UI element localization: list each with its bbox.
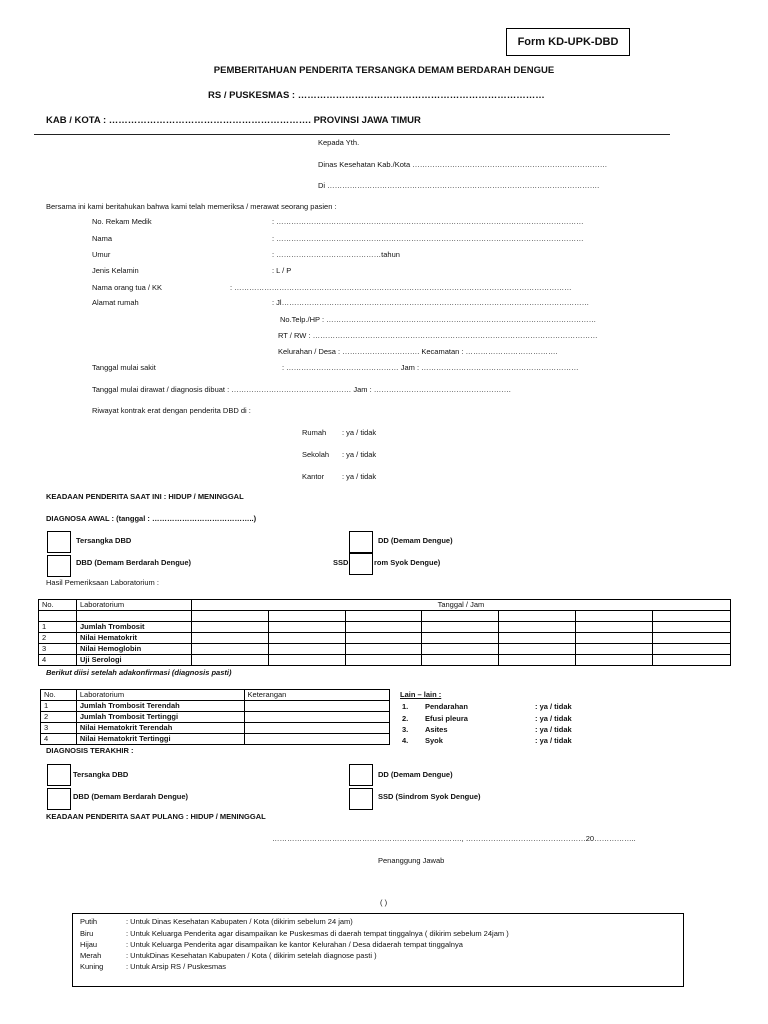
kontak-rumah-label: Rumah xyxy=(302,428,327,437)
checkbox-dbd-awal[interactable] xyxy=(47,555,71,577)
di-line: Di ………………………………………………………………………………………………. xyxy=(318,181,600,190)
tgl-sakit-field[interactable]: : ……………………………………… Jam : ……………………………………………………… xyxy=(282,363,579,372)
lain-item-asites: Asites xyxy=(425,725,448,734)
konfirmasi-note: Berikut diisi setelah adakonfirmasi (diagnosis pasti) xyxy=(46,668,232,677)
option-dbd-akhir: DBD (Demam Berdarah Dengue) xyxy=(73,792,189,801)
checkbox-tersangka-dbd-awal[interactable] xyxy=(47,531,71,553)
table-row: 2 Jumlah Trombosit Tertinggi xyxy=(41,712,390,723)
konfirmasi-col-keterangan: Keterangan xyxy=(244,690,389,701)
lain-item-efusi: Efusi pleura xyxy=(425,714,468,723)
rekam-medik-label: No. Rekam Medik xyxy=(92,217,152,226)
tgl-rawat-field[interactable]: Tanggal mulai dirawat / diagnosis dibuat : ………………………………………… Jam : ………………………………………………. xyxy=(92,385,511,394)
kontak-sekolah-value[interactable]: : ya / tidak xyxy=(342,450,377,459)
keadaan-saat-pulang: KEADAAN PENDERITA SAAT PULANG : HIDUP / MENINGGAL xyxy=(46,812,266,821)
option-dd-awal: DD (Demam Dengue) xyxy=(378,536,453,545)
lain-item-no: 3. xyxy=(402,725,409,734)
telp-field[interactable]: No.Telp./HP : ……………………………………………………………………………………………… xyxy=(280,315,597,324)
table-row: 4 Nilai Hematokrit Tertinggi xyxy=(41,734,390,745)
rekam-medik-field[interactable]: : …………………………………………………………………………………………………………… xyxy=(272,217,584,226)
lain-item-no: 1. xyxy=(402,702,409,711)
legend-color-hijau: Hijau xyxy=(80,940,98,949)
legend-desc-merah: : UntukDinas Kesehatan Kabupaten / Kota ( dikirim setelah diagnose pasti ) xyxy=(126,951,377,960)
form-title: PEMBERITAHUAN PENDERITA TERSANGKA DEMAM BERDARAH DENGUE xyxy=(213,65,555,76)
table-row: 1 Jumlah Trombosit Terendah xyxy=(41,701,390,712)
orang-tua-label: Nama orang tua / KK xyxy=(92,283,163,292)
legend-desc-putih: : Untuk Dinas Kesehatan Kabupaten / Kota (dikirim sebelum 24 jam) xyxy=(126,917,353,926)
lab-table xyxy=(38,599,731,666)
lab-col-no: No. xyxy=(39,600,77,611)
rt-rw-field[interactable]: RT / RW : …………………………………………………………………………………………………… xyxy=(278,331,598,340)
kelurahan-kecamatan-field[interactable]: Kelurahan / Desa : …………………………. Kecamatan : ………………………………. xyxy=(278,347,558,356)
table-row: 3 Nilai Hemoglobin xyxy=(39,644,731,655)
option-ssd-akhir: SSD (Sindrom Syok Dengue) xyxy=(378,792,481,801)
checkbox-dd-akhir[interactable] xyxy=(349,764,373,786)
konfirmasi-table xyxy=(40,689,390,745)
lab-title: Hasil Pemeriksaan Laboratorium : xyxy=(46,578,159,587)
checkbox-tersangka-dbd-akhir[interactable] xyxy=(47,764,71,786)
jenis-kelamin-field[interactable]: : L / P xyxy=(272,266,292,275)
table-row: 2 Nilai Hematokrit xyxy=(39,633,731,644)
orang-tua-field[interactable]: : ……………………………………………………………………………………………………………………… xyxy=(230,283,572,292)
checkbox-dbd-akhir[interactable] xyxy=(47,788,71,810)
legend-color-biru: Biru xyxy=(80,929,94,938)
kepada-label: Kepada Yth. xyxy=(318,138,360,147)
nama-field[interactable]: : …………………………………………………………………………………………………………… xyxy=(272,234,584,243)
kontak-sekolah-label: Sekolah xyxy=(302,450,330,459)
lain-item-syok: Syok xyxy=(425,736,443,745)
lain-item-pendarahan-value[interactable]: : ya / tidak xyxy=(535,702,572,711)
diagnosis-terakhir: DIAGNOSIS TERAKHIR : xyxy=(46,746,134,755)
penanggung-jawab: Penanggung Jawab xyxy=(378,856,445,865)
tgl-sakit-label: Tanggal mulai sakit xyxy=(92,363,156,372)
legend-desc-kuning: : Untuk Arsip RS / Puskesmas xyxy=(126,962,227,971)
lain-lain-title: Lain – lain : xyxy=(400,690,442,699)
option-ssd-awal-rest: rom Syok Dengue) xyxy=(374,558,441,567)
intro-text: Bersama ini kami beritahukan bahwa kami telah memeriksa / merawat seorang pasien : xyxy=(46,202,337,211)
lain-item-asites-value[interactable]: : ya / tidak xyxy=(535,725,572,734)
form-code-box xyxy=(506,28,630,56)
legend-color-putih: Putih xyxy=(80,917,98,926)
lab-subheader-row xyxy=(39,611,731,622)
kontak-kantor-value[interactable]: : ya / tidak xyxy=(342,472,377,481)
option-ssd-awal-prefix: SSD xyxy=(333,558,349,567)
konfirmasi-col-no: No. xyxy=(41,690,77,701)
legend-desc-biru: : Untuk Keluarga Penderita agar disampaikan ke Puskesmas di daerah tempat tinggalnya ( dikirim sebelum 24jam ) xyxy=(126,929,509,938)
lain-item-pendarahan: Pendarahan xyxy=(425,702,468,711)
kontak-kantor-label: Kantor xyxy=(302,472,325,481)
lain-item-syok-value[interactable]: : ya / tidak xyxy=(535,736,572,745)
header-divider xyxy=(34,134,670,135)
lain-item-no: 2. xyxy=(402,714,409,723)
lain-item-efusi-value[interactable]: : ya / tidak xyxy=(535,714,572,723)
dinas-line: Dinas Kesehatan Kab./Kota …………………………………………………………………… xyxy=(318,160,608,169)
konfirmasi-col-laboratorium: Laboratorium xyxy=(76,690,244,701)
checkbox-ssd-akhir[interactable] xyxy=(349,788,373,810)
signature-name-field[interactable]: ( ) xyxy=(380,898,388,907)
legend-desc-hijau: : Untuk Keluarga Penderita agar disampaikan ke kantor Kelurahan / Desa didaerah tempat tinggalnya xyxy=(126,940,463,949)
option-tersangka-dbd-akhir: Tersangka DBD xyxy=(73,770,129,779)
riwayat-kontak-label: Riwayat kontrak erat dengan penderita DBD di : xyxy=(92,406,251,415)
alamat-field[interactable]: : Jl…………………………………………………………………………………………………………… xyxy=(272,298,590,307)
alamat-label: Alamat rumah xyxy=(92,298,139,307)
table-row: 1 Jumlah Trombosit xyxy=(39,622,731,633)
option-dbd-awal: DBD (Demam Berdarah Dengue) xyxy=(76,558,192,567)
kontak-rumah-value[interactable]: : ya / tidak xyxy=(342,428,377,437)
lab-col-laboratorium: Laboratorium xyxy=(76,600,191,611)
table-row: 4 Uji Serologi xyxy=(39,655,731,666)
jenis-kelamin-label: Jenis Kelamin xyxy=(92,266,139,275)
lab-col-tanggal: Tanggal / Jam xyxy=(191,600,730,611)
legend-color-kuning: Kuning xyxy=(80,962,104,971)
lab-header-row xyxy=(39,600,731,611)
checkbox-dd-awal[interactable] xyxy=(349,531,373,553)
lain-item-no: 4. xyxy=(402,736,409,745)
rs-puskesmas-line: RS / PUSKESMAS : …………………………………………………………………… xyxy=(208,90,545,101)
checkbox-ssd-awal[interactable] xyxy=(349,553,373,575)
nama-label: Nama xyxy=(92,234,113,243)
option-dd-akhir: DD (Demam Dengue) xyxy=(378,770,453,779)
umur-field[interactable]: : ……………………………………tahun xyxy=(272,250,400,259)
keadaan-saat-ini: KEADAAN PENDERITA SAAT INI : HIDUP / MENINGGAL xyxy=(46,492,244,501)
kab-kota-line: KAB / KOTA : ………………………………………………………. PROVINSI JAWA TIMUR xyxy=(46,115,421,126)
form-code: Form KD-UPK-DBD xyxy=(517,36,619,48)
diagnosa-awal: DIAGNOSA AWAL : (tanggal : …………………………………..) xyxy=(46,514,257,523)
legend-color-merah: Merah xyxy=(80,951,102,960)
konfirmasi-header-row xyxy=(41,690,390,701)
table-row: 3 Nilai Hematokrit Terendah xyxy=(41,723,390,734)
place-date-line[interactable]: …………………………………………………………………., …………………………………………20…………….. xyxy=(272,834,636,843)
option-tersangka-dbd-awal: Tersangka DBD xyxy=(76,536,132,545)
umur-label: Umur xyxy=(92,250,111,259)
